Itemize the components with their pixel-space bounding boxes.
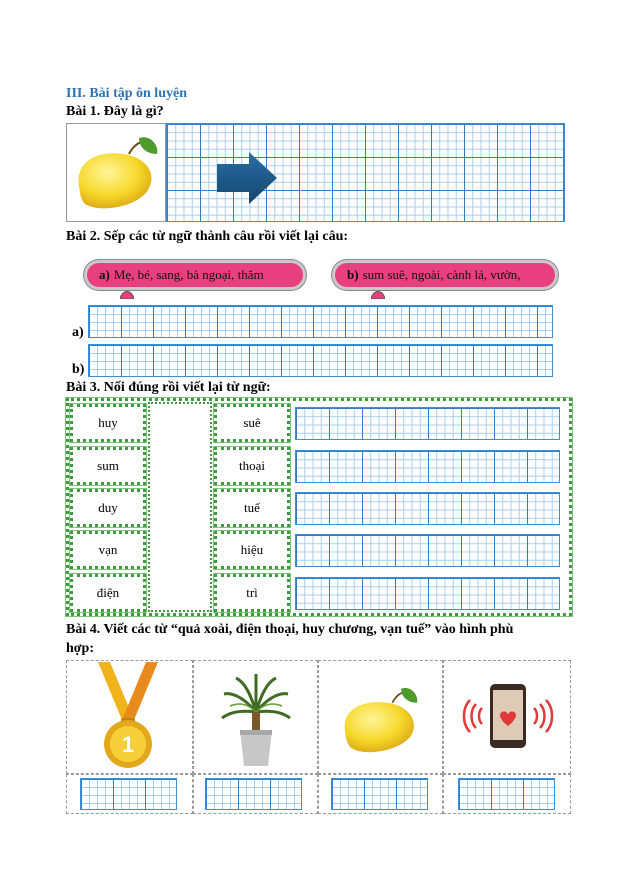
bai3-left-word[interactable]: huy <box>70 404 146 442</box>
phone-icon <box>462 682 554 752</box>
pill-flower-icon <box>120 289 134 299</box>
bai3-writing-grid[interactable] <box>295 577 560 610</box>
bai4-answer-grid[interactable] <box>458 778 555 810</box>
bai3-writing-grid[interactable] <box>295 534 560 567</box>
bai3-right-word[interactable]: suê <box>214 404 290 442</box>
bai3-left-word[interactable]: vạn <box>70 531 146 569</box>
row-a-label: a) <box>72 325 84 340</box>
medal-number: 1 <box>121 732 135 757</box>
pill-b-text: sum suê, ngoài, cành lá, vườn, <box>362 267 521 282</box>
pill-a-text: Mẹ, bé, sang, bà ngoại, thăm <box>113 267 264 282</box>
arrow-right-icon <box>215 150 279 206</box>
medal-icon <box>90 662 166 770</box>
bai3-writing-grid[interactable] <box>295 450 560 483</box>
word-pill-a <box>84 260 306 290</box>
mango-icon <box>338 676 424 762</box>
plant-icon <box>220 672 292 768</box>
bai4-answer-grid[interactable] <box>205 778 302 810</box>
pill-b-prefix: b) <box>347 267 359 282</box>
bai1-image-frame <box>66 123 166 222</box>
bai3-left-word[interactable]: sum <box>70 447 146 485</box>
bai4-answer-grid[interactable] <box>331 778 428 810</box>
pill-a-prefix: a) <box>99 267 110 282</box>
bai2-row-a-grid[interactable] <box>88 305 553 338</box>
section-title: III. Bài tập ôn luyện <box>66 86 187 101</box>
bai3-connect-area[interactable] <box>148 402 212 612</box>
bai3-right-word[interactable]: tuế <box>214 489 290 527</box>
bai3-right-word[interactable]: trì <box>214 574 290 612</box>
bai3-left-word[interactable]: điện <box>70 574 146 612</box>
row-b-label: b) <box>72 362 85 377</box>
bai4-title-line1: Bài 4. Viết các từ “quả xoài, điện thoại, huy chương, vạn tuế” vào hình phù <box>66 622 514 637</box>
bai4-answer-grid[interactable] <box>80 778 177 810</box>
bai4-title-line2: hợp: <box>66 641 94 656</box>
bai1-title: Bài 1. Đây là gì? <box>66 104 164 119</box>
mango-icon <box>67 124 165 221</box>
bai3-right-word[interactable]: hiệu <box>214 531 290 569</box>
word-pill-b <box>332 260 558 290</box>
bai3-right-word[interactable]: thoại <box>214 447 290 485</box>
bai2-row-b-grid[interactable] <box>88 344 553 377</box>
bai2-title: Bài 2. Sếp các từ ngữ thành câu rồi viết lại câu: <box>66 229 349 244</box>
bai3-left-word[interactable]: duy <box>70 489 146 527</box>
pill-flower-icon <box>371 289 385 299</box>
bai3-title: Bài 3. Nối đúng rồi viết lại từ ngữ: <box>66 380 271 395</box>
bai3-writing-grid[interactable] <box>295 407 560 440</box>
bai3-writing-grid[interactable] <box>295 492 560 525</box>
